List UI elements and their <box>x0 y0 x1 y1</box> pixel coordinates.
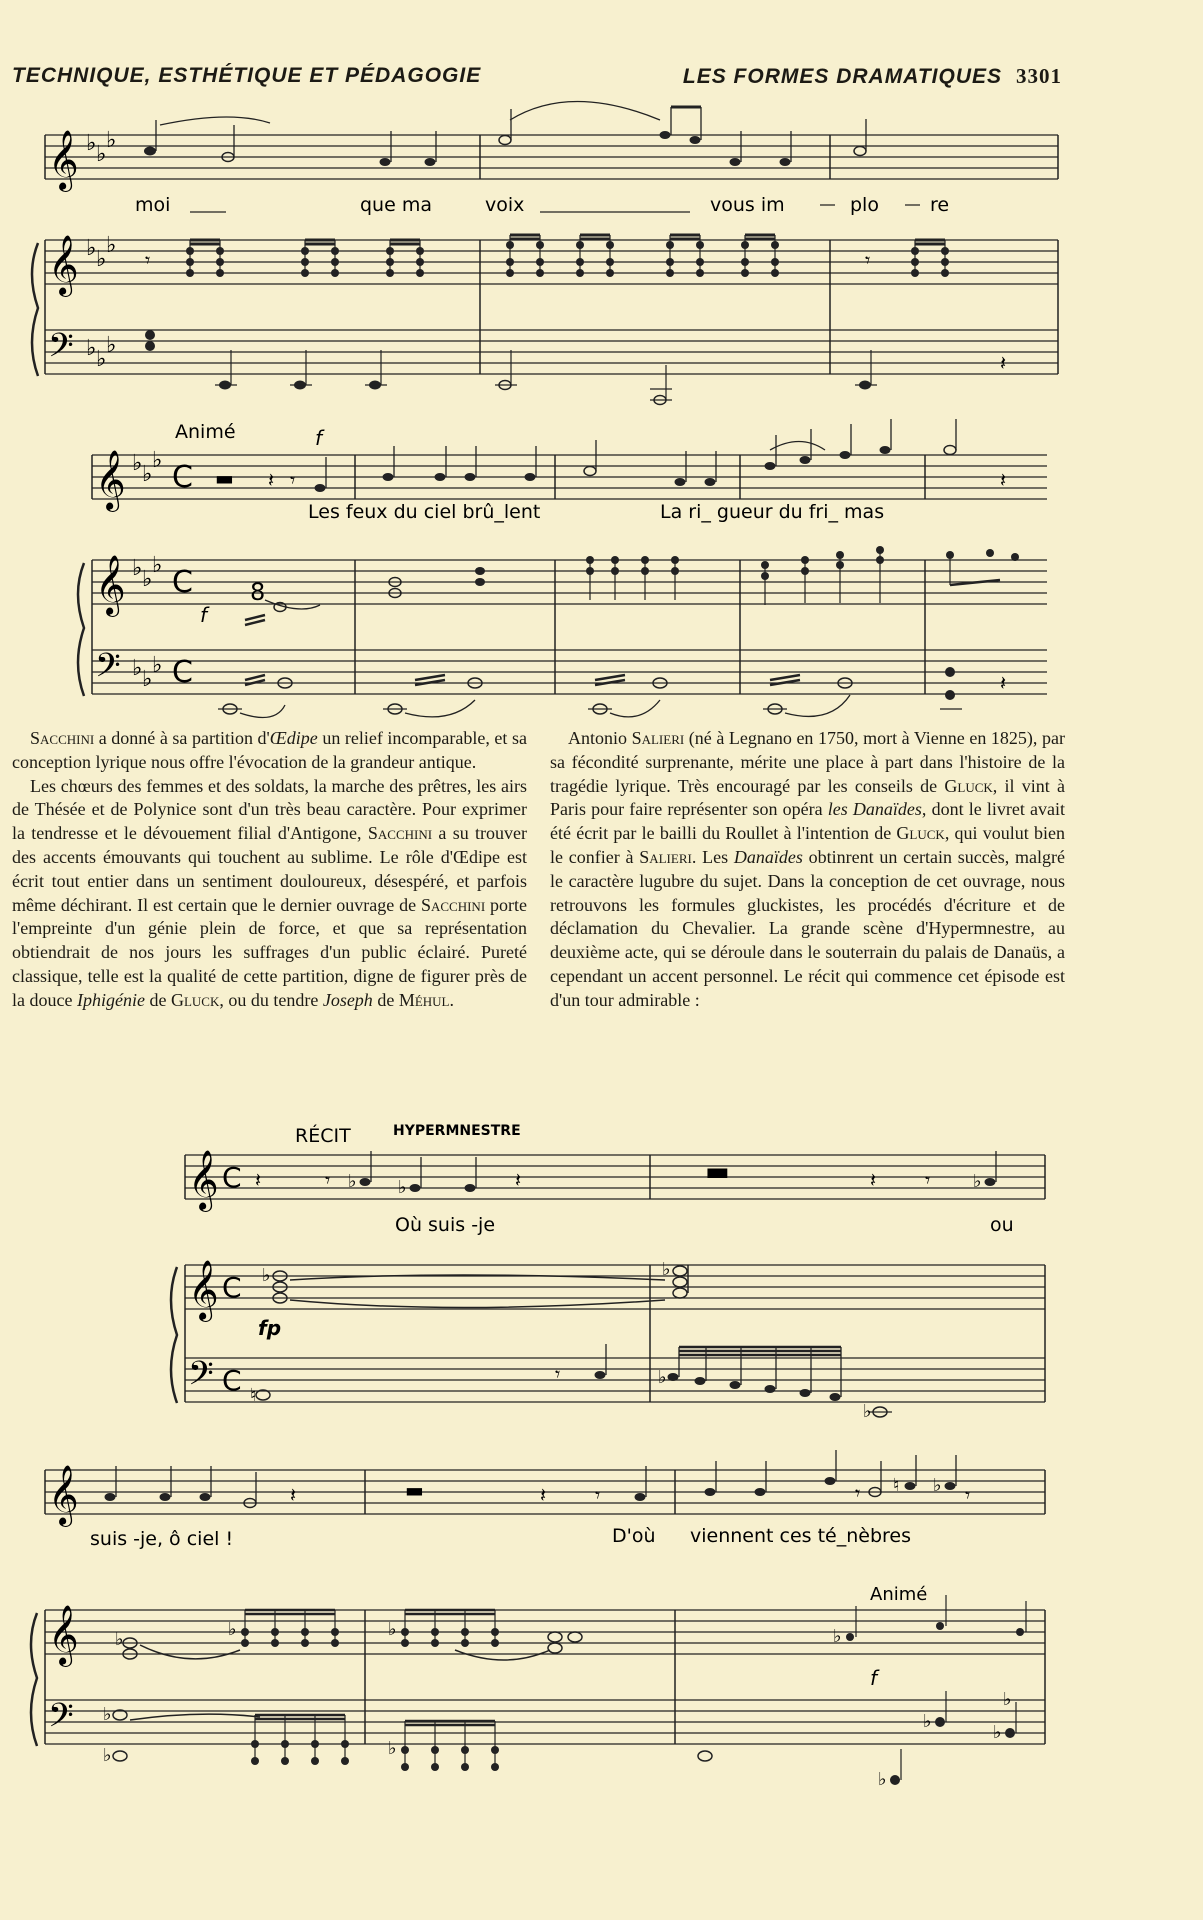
composer-name: Salieri <box>631 728 685 748</box>
composer-name: Salieri <box>639 846 692 867</box>
lyric-line: D'où <box>612 1525 656 1547</box>
bass-stems <box>255 1691 1016 1780</box>
slur <box>770 442 825 451</box>
svg-text:♭: ♭ <box>142 462 153 487</box>
lyrics <box>308 501 884 523</box>
text-run: Antonio <box>568 728 632 748</box>
text-run: . <box>449 989 454 1010</box>
lyric-line: La ri_ gueur du fri_ mas <box>660 501 885 523</box>
treble-chords <box>186 241 949 277</box>
svg-text:♭: ♭ <box>152 553 163 578</box>
paragraph <box>550 727 1065 1013</box>
tempo-marking: Animé <box>870 1584 928 1605</box>
svg-text:𝄽: 𝄽 <box>255 1168 262 1192</box>
svg-text:♭: ♭ <box>388 1738 397 1759</box>
svg-text:♭: ♭ <box>86 236 97 261</box>
svg-text:𝄾: 𝄾 <box>595 1483 601 1507</box>
text-run: de <box>372 989 399 1010</box>
svg-text:𝄾: 𝄾 <box>965 1483 971 1507</box>
svg-text:♭: ♭ <box>142 667 153 692</box>
lyric-syllable: que ma <box>360 194 432 216</box>
text-run: un relief incomparable, et sa conception lyrique nous offre l'évocation de la grandeur antique. <box>12 728 527 772</box>
piano-brace <box>78 563 84 696</box>
treble-clef: 𝄞 <box>95 450 126 510</box>
barlines <box>45 135 1058 374</box>
accidentals <box>250 1367 872 1422</box>
text-run: . Les <box>691 846 734 867</box>
rests <box>145 248 1006 375</box>
lyric-line: ou <box>990 1214 1014 1236</box>
svg-text:𝄽: 𝄽 <box>1000 468 1007 492</box>
bass-clef: 𝄢 <box>48 1697 74 1743</box>
accidentals <box>262 1259 671 1286</box>
section-label: RÉCIT <box>295 1125 351 1147</box>
work-title: les Danaïdes <box>827 799 922 820</box>
bass-stems <box>215 350 877 400</box>
voice-notes <box>315 446 957 493</box>
score-system-4 <box>0 1445 1203 1810</box>
svg-text:♭: ♭ <box>152 448 163 473</box>
accidental: ♭ <box>115 1629 124 1650</box>
lyric-syllable: moi <box>135 194 171 216</box>
svg-text:𝄾: 𝄾 <box>855 1481 861 1505</box>
lyric-line: Où suis -je <box>395 1214 496 1236</box>
tempo-marking: Animé <box>175 421 236 443</box>
staff-lines <box>45 1470 1045 1744</box>
lyric-line: suis -je, ô ciel ! <box>90 1528 234 1550</box>
svg-text:♭: ♭ <box>973 1171 982 1192</box>
svg-text:𝄽: 𝄽 <box>540 1483 547 1507</box>
treble-clef: 𝄞 <box>48 235 79 295</box>
paragraph <box>12 775 527 1013</box>
slur <box>510 102 660 121</box>
text-column-right <box>550 727 1065 1013</box>
staff-lines <box>45 135 1058 374</box>
svg-text:♭: ♭ <box>878 1769 887 1790</box>
svg-text:𝄽: 𝄽 <box>870 1168 877 1192</box>
barlines <box>92 455 925 694</box>
svg-text:𝄾: 𝄾 <box>325 1168 331 1192</box>
bass-notes <box>256 1371 887 1417</box>
svg-text:♭: ♭ <box>132 556 143 581</box>
svg-text:♭: ♭ <box>863 1401 872 1422</box>
ties-bass <box>240 695 850 718</box>
text-run: a su trouver des accents émouvants qui touchent au sublime. Le rôle d'Œdipe est écrit tout entier dans un sentiment douloureux, désespéré, et parfois même déchirant. Il est certain que le dernier ouvrage de <box>12 823 527 915</box>
treble-clef: 𝄞 <box>95 555 126 615</box>
svg-text:C: C <box>172 565 193 600</box>
svg-text:♭: ♭ <box>106 233 117 258</box>
score-system-1 <box>0 95 1203 415</box>
composer-name: Gluck <box>170 989 220 1010</box>
text-run: a donné à sa partition d' <box>94 728 270 748</box>
score-system-2 <box>0 415 1203 720</box>
voice-stems <box>326 419 956 488</box>
svg-text:C: C <box>172 655 193 690</box>
svg-text:𝄾: 𝄾 <box>555 1362 561 1386</box>
svg-text:𝄾: 𝄾 <box>290 468 296 492</box>
character-name: HYPERMNESTRE <box>393 1123 521 1139</box>
octave-mark: 8 <box>250 578 266 606</box>
svg-text:♭: ♭ <box>398 1177 407 1198</box>
lyric-syllable: voix <box>485 194 525 216</box>
voice-notes <box>360 1178 996 1192</box>
barlines <box>45 1470 1045 1744</box>
svg-text:♮: ♮ <box>250 1385 257 1406</box>
svg-text:♭: ♭ <box>228 1619 237 1640</box>
key-signature <box>132 448 162 692</box>
svg-text:♭: ♭ <box>388 1619 397 1640</box>
whole-rest: ▬ <box>705 1157 730 1187</box>
svg-text:♭: ♭ <box>662 1259 671 1280</box>
svg-text:♭: ♭ <box>658 1367 667 1388</box>
piano-brace <box>31 1613 37 1746</box>
work-title: Iphigénie <box>76 989 145 1010</box>
svg-text:♭: ♭ <box>348 1171 357 1192</box>
svg-text:♭: ♭ <box>933 1475 942 1496</box>
svg-text:♭: ♭ <box>262 1265 271 1286</box>
svg-text:𝄽: 𝄽 <box>268 468 275 492</box>
text-run: (né à Legnano en 1750, mort à Vienne en 1825), par sa fécondité surprenante, mérite une place à part dans l'histoire de la tragédie lyrique. Très encouragé par les conseils de <box>550 728 1065 796</box>
composer-name: Gluck <box>896 823 945 844</box>
svg-text:♮: ♮ <box>893 1475 900 1496</box>
text-column-left <box>12 727 527 1013</box>
piano-brace <box>32 243 38 376</box>
text-run: obtinrent un certain succès, malgré le caractère lugubre du sujet. Dans la conception de cet ouvrage, nous retrouvons les formules gluckistes, les procédés d'écriture et de déclamation du Chevalier. La grande scène d'Hypermnestre, au deuxième acte, qui se déroule dans le souterrain du palais de Danaüs, a cependant un accent personnel. Le récit qui commence cet épisode est d'un tour admirable : <box>550 846 1065 1010</box>
text-run: porte l'empreinte d'un génie plein de force, et que sa représentation obtiendrait de nos jours les suffrages d'un public éclairé. Pureté classique, telle est la qualité de cette partition, digne de figurer près de la douce <box>12 894 528 1010</box>
held-chord <box>273 1265 688 1308</box>
svg-text:♭: ♭ <box>106 128 117 153</box>
svg-text:♭: ♭ <box>833 1626 842 1647</box>
lyric-line: viennent ces té_nèbres <box>690 1525 912 1547</box>
dynamic-marking: f <box>870 1666 878 1690</box>
piano-brace <box>171 1267 177 1403</box>
svg-text:C: C <box>222 1271 242 1304</box>
composer-name: Sacchini <box>420 894 486 915</box>
svg-text:C: C <box>172 460 193 495</box>
svg-text:𝄾: 𝄾 <box>925 1168 931 1192</box>
accidentals <box>348 1171 982 1198</box>
treble-clef: 𝄞 <box>48 1465 79 1525</box>
svg-text:𝄽: 𝄽 <box>1000 671 1007 695</box>
work-title: Joseph <box>322 989 373 1010</box>
dynamic-marking: f <box>200 603 208 627</box>
dynamic-marking: f <box>315 426 323 450</box>
svg-text:♭: ♭ <box>152 653 163 678</box>
text-run: , qui voulut bien le confier à <box>550 823 1065 867</box>
svg-text:♭: ♭ <box>103 1745 112 1766</box>
composer-name: Sacchini <box>367 823 433 844</box>
lyric-syllable: re <box>930 194 950 216</box>
work-title: Danaïdes <box>733 846 803 867</box>
time-signature-common <box>172 460 193 690</box>
dynamic-marking: fp <box>258 1316 282 1340</box>
treble-clef: 𝄞 <box>48 130 79 190</box>
lyric-extenders <box>190 205 920 212</box>
svg-text:♭: ♭ <box>106 333 117 358</box>
header-right-title: LES FORMES DRAMATIQUES <box>682 65 1002 88</box>
svg-text:𝄾: 𝄾 <box>145 248 151 272</box>
composer-name: Sacchini <box>30 728 95 748</box>
svg-text:♭: ♭ <box>1003 1689 1012 1710</box>
paragraph <box>12 727 527 775</box>
header-right-group <box>683 64 1062 89</box>
bass-clef: 𝄢 <box>48 327 74 373</box>
staff-lines <box>92 455 1047 694</box>
score-system-3 <box>0 1115 1203 1435</box>
svg-text:𝄽: 𝄽 <box>1000 351 1007 375</box>
svg-text:𝄽: 𝄽 <box>515 1168 522 1192</box>
svg-text:♭: ♭ <box>132 451 143 476</box>
page-number: 3301 <box>1016 64 1062 88</box>
voice-stems <box>116 1450 956 1503</box>
lyric-syllable: plo <box>850 194 879 216</box>
accidentals <box>893 1475 942 1496</box>
key-signature <box>86 128 116 372</box>
voice-stems <box>371 1151 996 1188</box>
treble-stems <box>590 550 1000 605</box>
composer-name: Méhul <box>398 989 450 1010</box>
text-run: , il vint à Paris pour faire représenter son opéra <box>550 775 1066 820</box>
lyric-syllable: vous im <box>710 194 785 216</box>
accidentals <box>103 1689 1012 1790</box>
treble-clef: 𝄞 <box>48 1605 79 1665</box>
svg-text:𝄽: 𝄽 <box>290 1483 297 1507</box>
treble-clef: 𝄞 <box>188 1150 219 1210</box>
svg-text:♭: ♭ <box>96 142 107 167</box>
svg-text:▬: ▬ <box>405 1478 424 1502</box>
svg-text:♭: ♭ <box>923 1711 932 1732</box>
svg-text:♭: ♭ <box>96 247 107 272</box>
text-run: , dont le livret avait été écrit par le bailli du Roullet à l'intention de <box>550 799 1065 844</box>
lyric-line: Les feux du ciel brû_lent <box>308 501 541 523</box>
bass-clef: 𝄢 <box>188 1355 214 1401</box>
running-header <box>12 64 1062 94</box>
text-run: de <box>144 989 171 1010</box>
svg-text:C: C <box>222 1364 242 1397</box>
svg-text:𝄾: 𝄾 <box>865 248 871 272</box>
svg-text:♭: ♭ <box>993 1722 1002 1743</box>
work-title: Œdipe <box>269 728 318 748</box>
lyrics <box>90 1525 911 1550</box>
composer-name: Gluck <box>944 775 993 796</box>
svg-text:♭: ♭ <box>132 656 143 681</box>
header-left-title: TECHNIQUE, ESTHÉTIQUE ET PÉDAGOGIE <box>12 64 482 87</box>
svg-text:♭: ♭ <box>142 567 153 592</box>
bass-held <box>113 1710 712 1761</box>
treble-clef: 𝄞 <box>188 1260 219 1320</box>
lyrics <box>395 1214 1014 1236</box>
text-run: Les chœurs des femmes et des soldats, la marche des prêtres, les airs de Thésée et de Polynice sont d'un très beau caractère. Pour exprimer la tendresse et le dévouement filial d'Antigone, <box>12 775 527 844</box>
slur <box>160 117 270 125</box>
time-signature-common <box>222 1161 242 1397</box>
bass-clef: 𝄢 <box>95 647 121 693</box>
svg-text:♭: ♭ <box>96 347 107 372</box>
voice-notes <box>144 131 866 166</box>
svg-text:♭: ♭ <box>103 1704 112 1725</box>
treble-held <box>123 1632 582 1660</box>
svg-text:C: C <box>222 1161 242 1194</box>
svg-text:▬: ▬ <box>215 466 234 490</box>
svg-text:♭: ♭ <box>86 336 97 361</box>
text-run: , ou du tendre <box>219 989 323 1010</box>
treble-chords <box>274 546 1019 612</box>
svg-text:♭: ♭ <box>86 131 97 156</box>
